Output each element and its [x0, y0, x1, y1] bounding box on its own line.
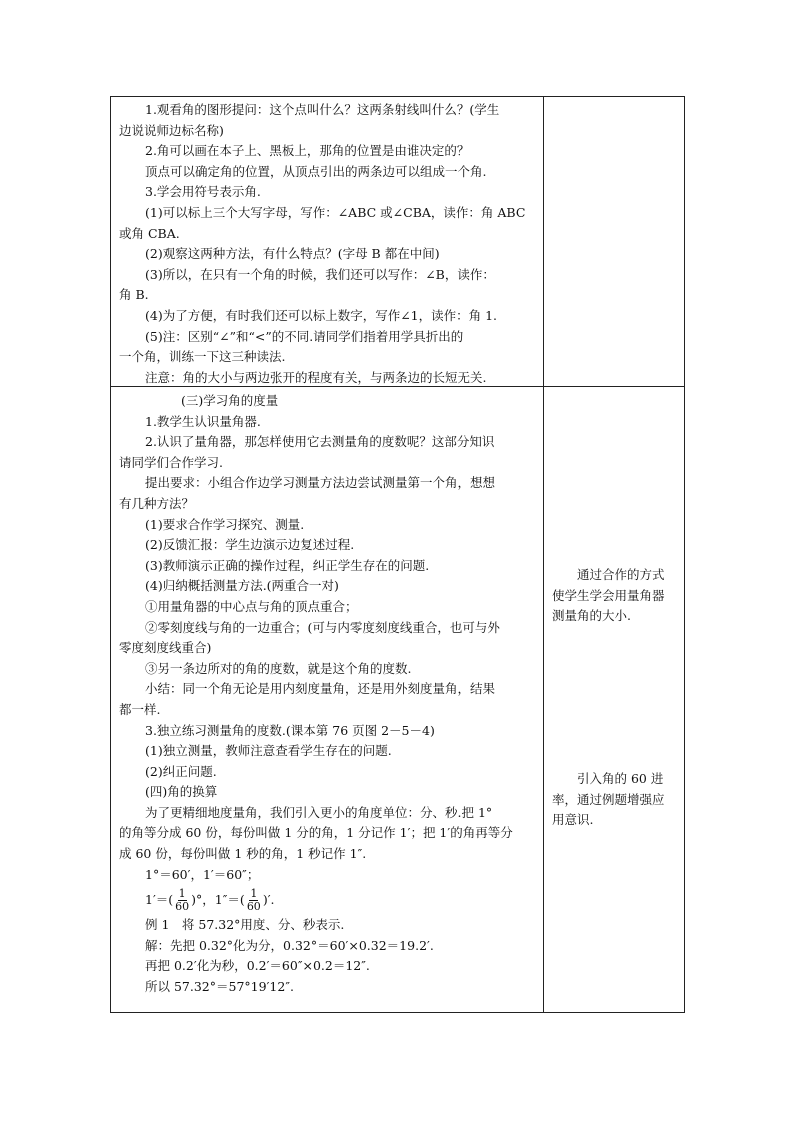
- text-line: 3.学会用符号表示角.: [145, 184, 261, 200]
- text-line: (1)要求合作学习探究、测量.: [145, 516, 305, 532]
- text-line: 1.教学生认识量角器.: [145, 413, 261, 429]
- note-line: 使学生学会用量角器: [552, 587, 665, 603]
- content-cell-1: [119, 100, 539, 388]
- text-line: (3)教师演示正确的操作过程，纠正学生存在的问题.: [145, 557, 430, 573]
- text-line: 都一样.: [119, 701, 161, 717]
- text-line: 边说说师边标名称): [119, 122, 224, 138]
- text-line: 一个角，训练一下这三种读法.: [119, 349, 286, 365]
- formula-text: )°，1″＝(: [191, 891, 245, 907]
- section-heading: (四)角的换算: [145, 784, 218, 800]
- text-line: (2)纠正问题.: [145, 763, 217, 779]
- text-line: (1)独立测量，教师注意查看学生存在的问题.: [145, 743, 392, 759]
- fraction-numerator: 1: [250, 886, 258, 900]
- text-line: (4)为了方便，有时我们还可以标上数字，写作∠1，读作：角 1.: [145, 307, 498, 323]
- text-line: 3.独立练习测量角的度数.(课本第 76 页图 2－5－4): [145, 722, 435, 738]
- text-line: 2.角可以画在本子上、黑板上，那角的位置是由谁决定的？: [145, 143, 470, 159]
- text-line: (1)可以标上三个大写字母，写作：∠ABC 或∠CBA，读作：角 ABC: [145, 204, 526, 220]
- text-line: 零度刻度线重合): [119, 640, 212, 656]
- design-note-2: [552, 769, 680, 831]
- fraction-numerator: 1: [178, 886, 186, 900]
- text-line: 或角 CBA.: [119, 225, 180, 241]
- fraction: [246, 888, 262, 913]
- note-line: 测量角的大小.: [552, 608, 631, 624]
- text-line: 请同学们合作学习.: [119, 454, 223, 470]
- fraction-denominator: 60: [175, 899, 190, 913]
- text-line: ③另一条边所对的角的度数，就是这个角的度数.: [145, 660, 412, 676]
- text-line: 提出要求：小组合作边学习测量方法边尝试测量第一个角，想想: [145, 475, 496, 491]
- example-line: 例 1 将 57.32°用度、分、秒表示.: [145, 917, 345, 933]
- section-heading: (三)学习角的度量: [181, 393, 279, 408]
- fraction-denominator: 60: [246, 899, 261, 913]
- text-line: 解：先把 0.32°化为分，0.32°＝60′×0.32＝19.2′.: [145, 937, 434, 953]
- text-line: (2)观察这两种方法，有什么特点？(字母 B 都在中间): [145, 246, 440, 262]
- note-line: 用意识.: [552, 812, 594, 828]
- note-line: 通过合作的方式: [552, 567, 665, 582]
- note-line: 引入角的 60 进: [552, 771, 664, 786]
- text-line: 角 B.: [119, 287, 149, 303]
- text-line: (3)所以，在只有一个角的时候，我们还可以写作：∠B，读作：: [145, 266, 495, 282]
- text-line: 1.观看角的图形提问：这个点叫什么？这两条射线叫什么？(学生: [145, 102, 500, 117]
- note-line: 率，通过例题增强应: [552, 791, 665, 807]
- formula-text: )′.: [262, 891, 275, 907]
- text-line: (5)注：区别“∠”和“<”的不同.请同学们指着用学具折出的: [145, 328, 464, 344]
- content-cell-2: [119, 391, 539, 998]
- text-line: 的角等分成 60 份，每份叫做 1 分的角，1 分记作 1′；把 1′的角再等分: [119, 825, 513, 841]
- text-line: 有几种方法？: [119, 495, 195, 511]
- text-line: 注意：角的大小与两边张开的程度有关，与两条边的长短无关.: [145, 369, 487, 385]
- text-line: 为了更精细地度量角，我们引入更小的角度单位：分、秒.把 1°: [145, 804, 493, 820]
- text-line: 再把 0.2′化为秒，0.2′＝60″×0.2＝12″.: [145, 958, 370, 974]
- fraction-formula-line: [119, 885, 539, 915]
- text-line: 小结：同一个角无论是用内刻度量角，还是用外刻度量角，结果: [145, 681, 496, 697]
- text-line: 顶点可以确定角的位置，从顶点引出的两条边可以组成一个角.: [145, 163, 487, 179]
- text-line: 成 60 份，每份叫做 1 秒的角，1 秒记作 1″.: [119, 846, 367, 862]
- formula-line: 1°＝60′，1′＝60″；: [145, 866, 260, 882]
- fraction: [174, 888, 190, 913]
- text-line: 2.认识了量角器，那怎样使用它去测量角的度数呢？这部分知识: [145, 434, 495, 450]
- text-line: (2)反馈汇报：学生边演示边复述过程.: [145, 537, 355, 553]
- text-line: ①用量角器的中心点与角的顶点重合；: [145, 598, 358, 614]
- formula-text: 1′＝(: [145, 891, 174, 907]
- text-line: ②零刻度线与角的一边重合；(可与内零度刻度线重合，也可与外: [145, 619, 500, 635]
- text-line: (4)归纳概括测量方法.(两重合一对): [145, 578, 339, 594]
- lesson-table: [110, 96, 685, 1013]
- column-divider: [543, 97, 544, 1012]
- design-note-1: [552, 565, 680, 627]
- text-line: 所以 57.32°＝57°19′12″.: [145, 979, 294, 995]
